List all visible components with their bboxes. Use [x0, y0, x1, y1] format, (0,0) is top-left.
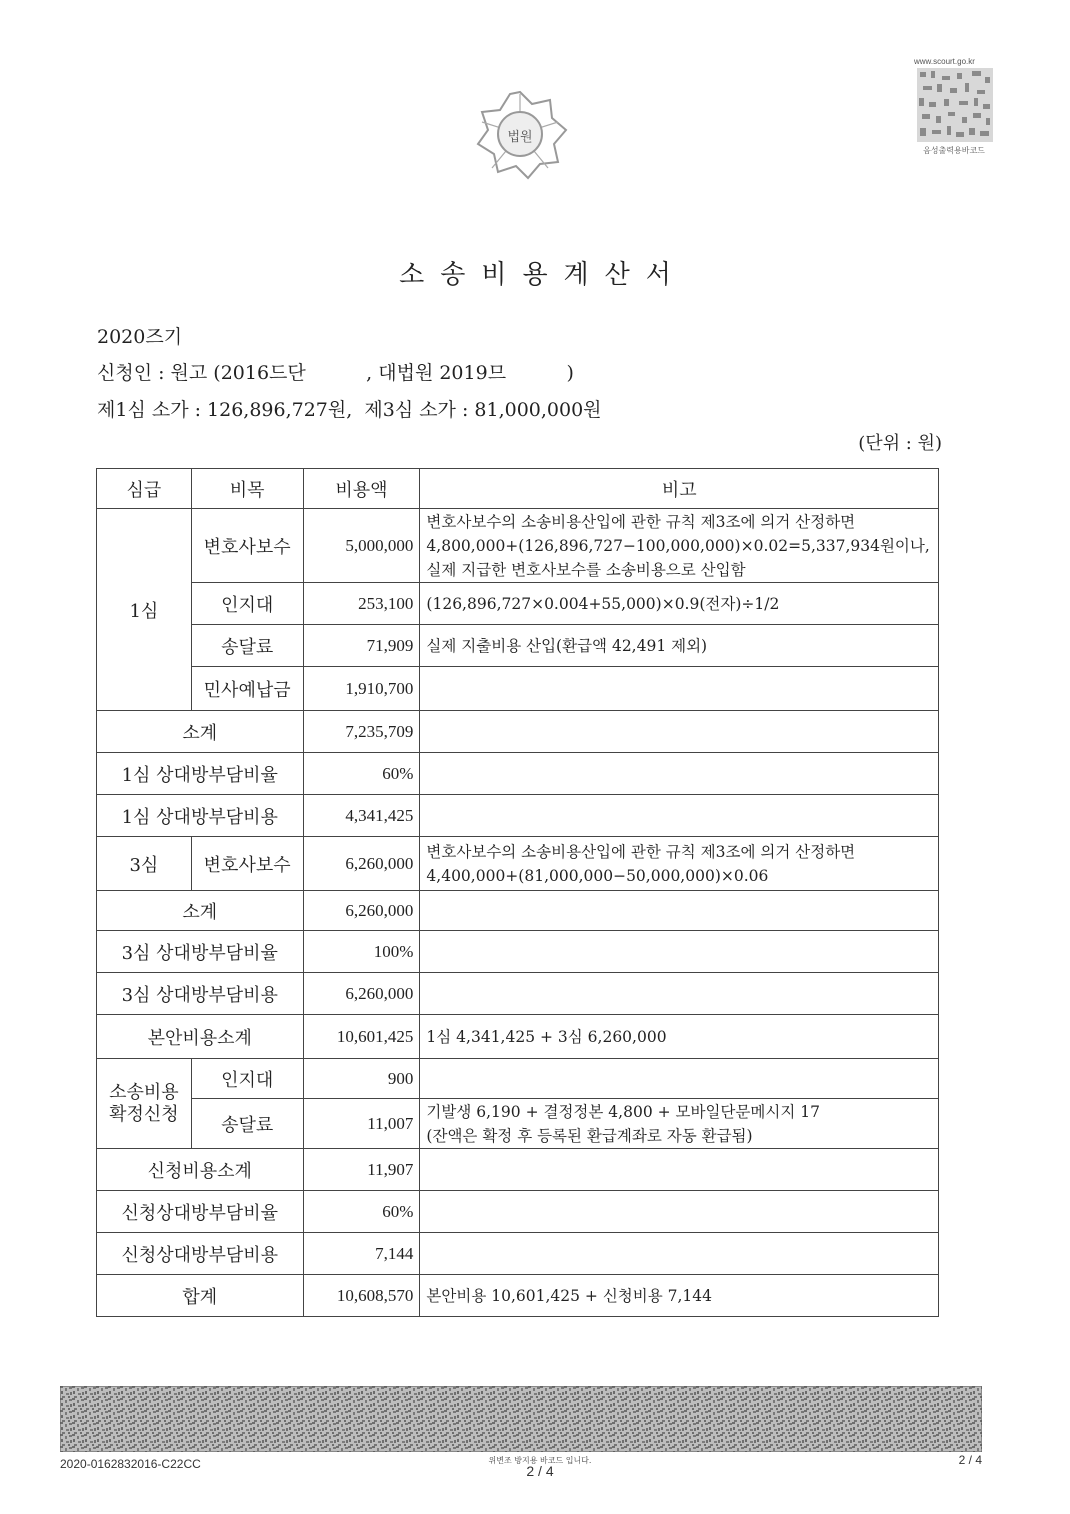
item-cell: 변호사보수 — [191, 837, 303, 891]
amount-cell: 60% — [303, 753, 420, 795]
table-row — [97, 973, 939, 1015]
note-cell — [420, 837, 939, 891]
note-line: 변호사보수의 소송비용산입에 관한 규칙 제3조에 의거 산정하면 — [426, 512, 856, 531]
amount-cell: 10,608,570 — [303, 1275, 420, 1317]
amount-cell: 100% — [303, 931, 420, 973]
note-line: 4,400,000+(81,000,000−50,000,000)×0.06 — [426, 866, 769, 885]
header-amount: 비용액 — [303, 469, 420, 509]
header-item: 비목 — [191, 469, 303, 509]
qr-code-icon — [917, 68, 993, 142]
amount-cell: 71,909 — [303, 625, 420, 667]
first-ratio-label: 1심 상대방부담비율 — [97, 753, 304, 795]
note-cell — [420, 509, 939, 583]
amount-cell: 5,000,000 — [303, 509, 420, 583]
first-instance-label: 1심 — [97, 509, 192, 711]
amount-cell: 900 — [303, 1059, 420, 1099]
note-cell — [420, 931, 939, 973]
table-row — [97, 1191, 939, 1233]
first-subtotal-label: 소계 — [97, 711, 304, 753]
app-subtotal-label: 신청비용소계 — [97, 1149, 304, 1191]
barcode-note: 위변조 방지용 바코드 입니다. — [488, 1456, 592, 1465]
page-number-right: 2 / 4 — [958, 1453, 982, 1467]
seal-label: 법원 — [507, 130, 533, 145]
item-cell: 민사예납금 — [191, 667, 303, 711]
note-cell: 본안비용 10,601,425 + 신청비용 7,144 — [420, 1275, 939, 1317]
note-cell — [420, 1099, 939, 1149]
note-cell: 1심 4,341,425 + 3심 6,260,000 — [420, 1015, 939, 1059]
table-row — [97, 1149, 939, 1191]
application-label — [97, 1059, 192, 1149]
amount-cell: 11,907 — [303, 1149, 420, 1191]
document-id: 2020-0162832016-C22CC — [60, 1457, 201, 1471]
court-seal-logo — [472, 88, 568, 180]
application-label-line: 확정신청 — [109, 1103, 179, 1125]
table-row — [97, 1099, 939, 1149]
note-cell: (126,896,727×0.004+55,000)×0.9(전자)÷1/2 — [420, 583, 939, 625]
table-header-row — [97, 469, 939, 509]
note-cell — [420, 795, 939, 837]
third-instance-label: 3심 — [97, 837, 192, 891]
table-row — [97, 1275, 939, 1317]
table-row — [97, 583, 939, 625]
item-cell: 송달료 — [191, 1099, 303, 1149]
item-cell: 인지대 — [191, 1059, 303, 1099]
amount-cell: 60% — [303, 1191, 420, 1233]
table-row — [97, 667, 939, 711]
note-line: 4,800,000+(126,896,727−100,000,000)×0.02=5,337,934원이나, — [426, 536, 930, 555]
note-cell — [420, 667, 939, 711]
table-row — [97, 625, 939, 667]
item-cell: 변호사보수 — [191, 509, 303, 583]
applicant-line: 신청인 : 원고 (2016드단 , 대법원 2019므 ) — [97, 362, 574, 384]
table-row — [97, 711, 939, 753]
qr-caption: 음성출력용바코드 — [923, 146, 985, 155]
note-cell: 실제 지출비용 산입(환급액 42,491 제외) — [420, 625, 939, 667]
note-line: 기발생 6,190 + 결정정본 4,800 + 모바일단문메시지 17 — [426, 1102, 820, 1121]
table-row — [97, 1015, 939, 1059]
cost-table — [96, 468, 939, 1317]
main-subtotal-label: 본안비용소계 — [97, 1015, 304, 1059]
table-row — [97, 837, 939, 891]
third-ratio-label: 3심 상대방부담비율 — [97, 931, 304, 973]
table-row — [97, 1059, 939, 1099]
amount-cell: 7,235,709 — [303, 711, 420, 753]
third-subtotal-label: 소계 — [97, 891, 304, 931]
amount-cell: 11,007 — [303, 1099, 420, 1149]
note-cell — [420, 1233, 939, 1275]
header-note: 비고 — [420, 469, 939, 509]
note-cell — [420, 1191, 939, 1233]
note-cell — [420, 1149, 939, 1191]
header-level: 심급 — [97, 469, 192, 509]
amount-cell: 1,910,700 — [303, 667, 420, 711]
amount-cell: 10,601,425 — [303, 1015, 420, 1059]
application-label-line: 소송비용 — [109, 1081, 179, 1103]
amount-cell: 7,144 — [303, 1233, 420, 1275]
amount-cell: 6,260,000 — [303, 973, 420, 1015]
table-row — [97, 931, 939, 973]
third-cost-label: 3심 상대방부담비용 — [97, 973, 304, 1015]
note-line: (잔액은 확정 후 등록된 환급계좌로 자동 환급됨) — [426, 1126, 753, 1145]
item-cell: 인지대 — [191, 583, 303, 625]
amount-cell: 253,100 — [303, 583, 420, 625]
anti-forgery-barcode-icon — [60, 1386, 982, 1452]
table-row — [97, 891, 939, 931]
total-label: 합계 — [97, 1275, 304, 1317]
amount-cell: 6,260,000 — [303, 891, 420, 931]
claim-values-line: 제1심 소가 : 126,896,727원, 제3심 소가 : 81,000,000원 — [97, 399, 602, 421]
note-cell — [420, 973, 939, 1015]
qr-url-text: www.scourt.go.kr — [914, 57, 975, 66]
note-line: 변호사보수의 소송비용산입에 관한 규칙 제3조에 의거 산정하면 — [426, 842, 856, 861]
note-cell — [420, 1059, 939, 1099]
app-cost-label: 신청상대방부담비용 — [97, 1233, 304, 1275]
case-number: 2020즈기 — [97, 326, 183, 348]
table-row — [97, 1233, 939, 1275]
table-row — [97, 509, 939, 583]
document-title: 소송비용계산서 — [399, 260, 687, 290]
note-cell — [420, 711, 939, 753]
table-row — [97, 753, 939, 795]
first-cost-label: 1심 상대방부담비용 — [97, 795, 304, 837]
note-cell — [420, 891, 939, 931]
unit-label: (단위 : 원) — [858, 433, 942, 454]
table-row — [97, 795, 939, 837]
note-cell — [420, 753, 939, 795]
note-line: 실제 지급한 변호사보수를 소송비용으로 산입함 — [426, 560, 746, 579]
item-cell: 송달료 — [191, 625, 303, 667]
amount-cell: 6,260,000 — [303, 837, 420, 891]
app-ratio-label: 신청상대방부담비율 — [97, 1191, 304, 1233]
page-number-center: 2 / 4 — [526, 1463, 554, 1479]
amount-cell: 4,341,425 — [303, 795, 420, 837]
